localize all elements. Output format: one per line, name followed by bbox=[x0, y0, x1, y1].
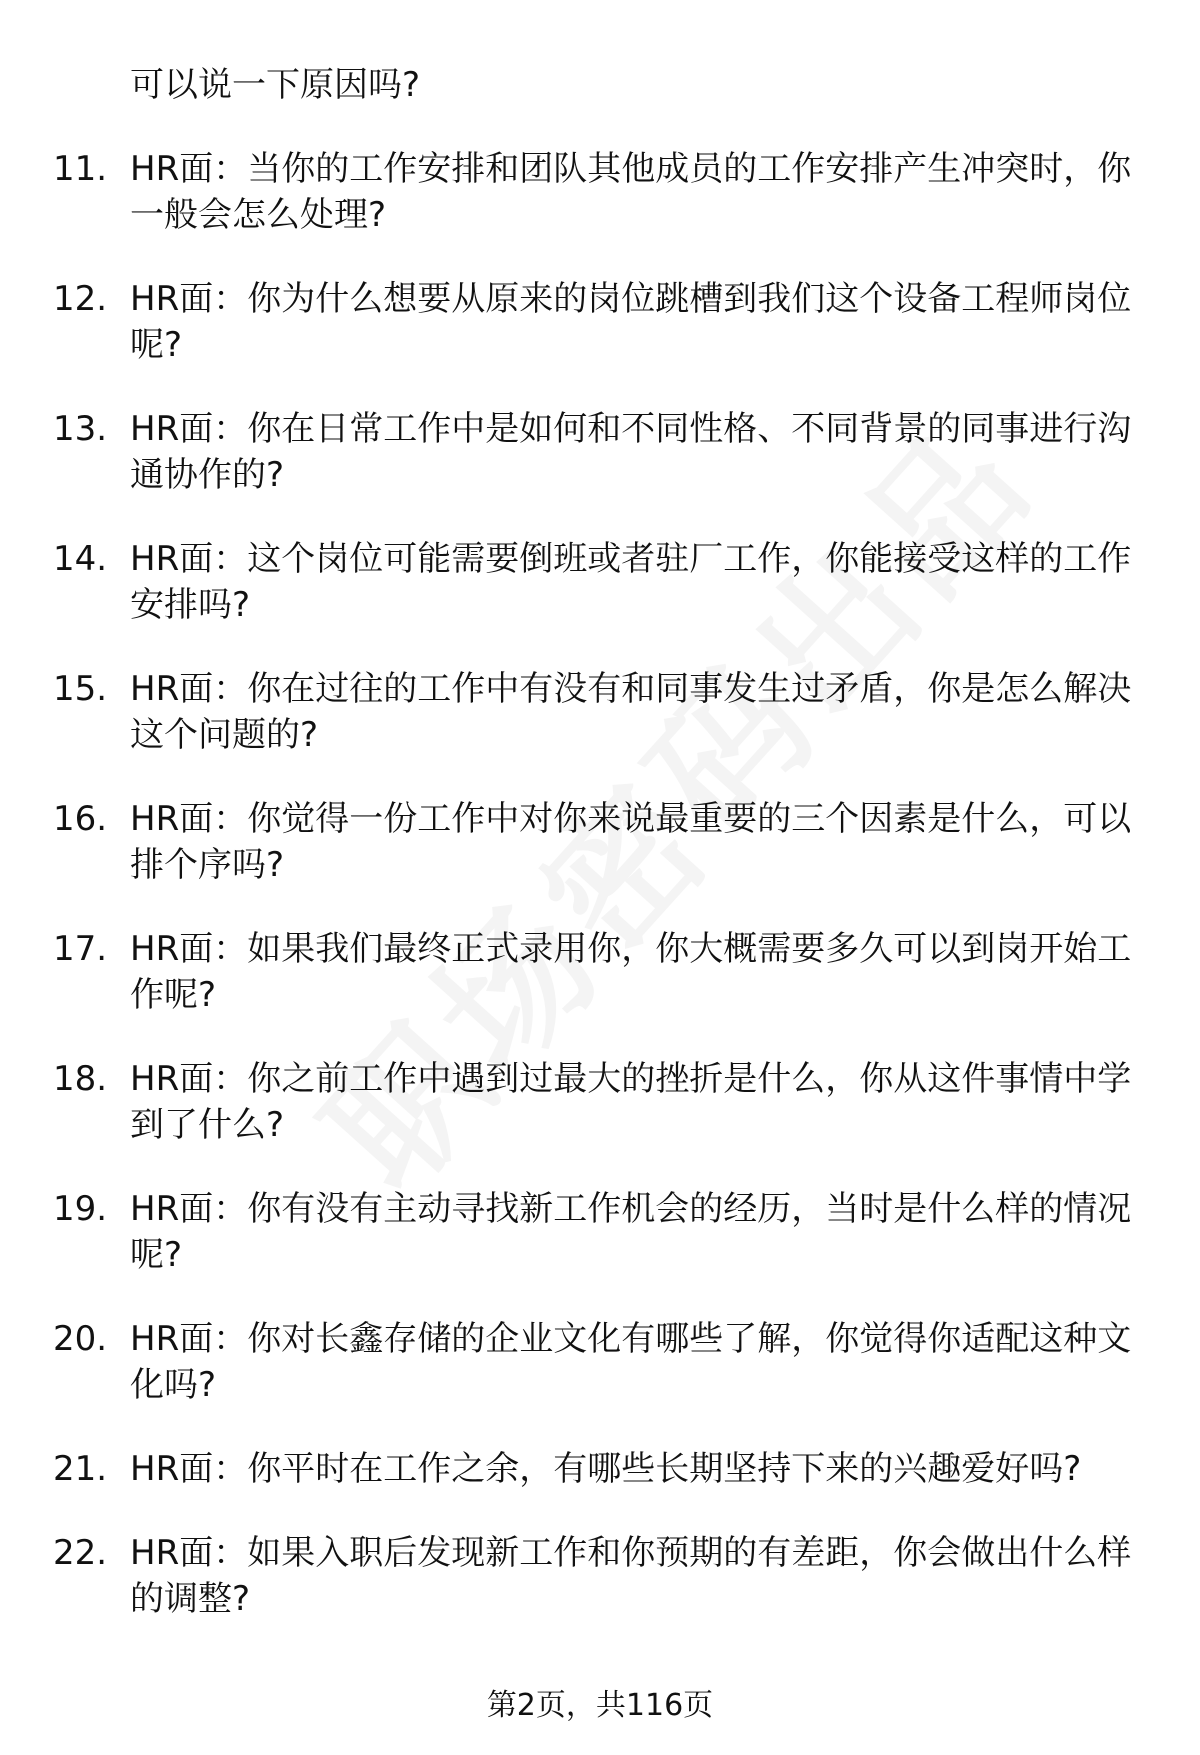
question-item bbox=[0, 1186, 1200, 1278]
question-text: HR面：当你的工作安排和团队其他成员的工作安排产生冲突时，你一般会怎么处理? bbox=[130, 149, 1132, 235]
question-text: HR面：如果我们最终正式录用你，你大概需要多久可以到岗开始工作呢? bbox=[130, 929, 1132, 1015]
question-text: HR面：你觉得一份工作中对你来说最重要的三个因素是什么，可以排个序吗? bbox=[130, 799, 1132, 885]
question-item bbox=[0, 146, 1200, 238]
question-text: HR面：你对长鑫存储的企业文化有哪些了解，你觉得你适配这种文化吗? bbox=[130, 1319, 1132, 1405]
question-number: 16. bbox=[53, 799, 108, 839]
question-number: 22. bbox=[53, 1533, 108, 1573]
question-text: HR面：你之前工作中遇到过最大的挫折是什么，你从这件事情中学到了什么? bbox=[130, 1059, 1132, 1145]
question-number: 12. bbox=[53, 279, 108, 319]
question-number: 13. bbox=[53, 409, 108, 449]
question-text: 可以说一下原因吗? bbox=[130, 65, 421, 105]
question-item bbox=[0, 276, 1200, 368]
question-text: HR面：这个岗位可能需要倒班或者驻厂工作，你能接受这样的工作安排吗? bbox=[130, 539, 1132, 625]
question-item bbox=[0, 1316, 1200, 1408]
question-text: HR面：你在过往的工作中有没有和同事发生过矛盾，你是怎么解决这个问题的? bbox=[130, 669, 1132, 755]
question-continuation bbox=[0, 62, 1200, 108]
question-text: HR面：如果入职后发现新工作和你预期的有差距，你会做出什么样的调整? bbox=[130, 1533, 1132, 1619]
question-number: 14. bbox=[53, 539, 108, 579]
question-number: 18. bbox=[53, 1059, 108, 1099]
question-item bbox=[0, 1056, 1200, 1148]
page-footer: 第2页，共116页 bbox=[486, 1688, 714, 1723]
question-item bbox=[0, 1446, 1200, 1492]
question-item bbox=[0, 796, 1200, 888]
question-text: HR面：你平时在工作之余，有哪些长期坚持下来的兴趣爱好吗? bbox=[130, 1449, 1082, 1489]
question-text: HR面：你在日常工作中是如何和不同性格、不同背景的同事进行沟通协作的? bbox=[130, 409, 1132, 495]
question-item bbox=[0, 666, 1200, 758]
question-number: 17. bbox=[53, 929, 108, 969]
question-item bbox=[0, 1530, 1200, 1622]
question-list bbox=[0, 62, 1200, 1660]
question-text: HR面：你有没有主动寻找新工作机会的经历，当时是什么样的情况呢? bbox=[130, 1189, 1132, 1275]
question-number: 20. bbox=[53, 1319, 108, 1359]
question-item bbox=[0, 406, 1200, 498]
question-number: 11. bbox=[53, 149, 108, 189]
question-number: 19. bbox=[53, 1189, 108, 1229]
question-item bbox=[0, 536, 1200, 628]
question-item bbox=[0, 926, 1200, 1018]
question-number: 21. bbox=[53, 1449, 108, 1489]
question-text: HR面：你为什么想要从原来的岗位跳槽到我们这个设备工程师岗位呢? bbox=[130, 279, 1132, 365]
question-number: 15. bbox=[53, 669, 108, 709]
